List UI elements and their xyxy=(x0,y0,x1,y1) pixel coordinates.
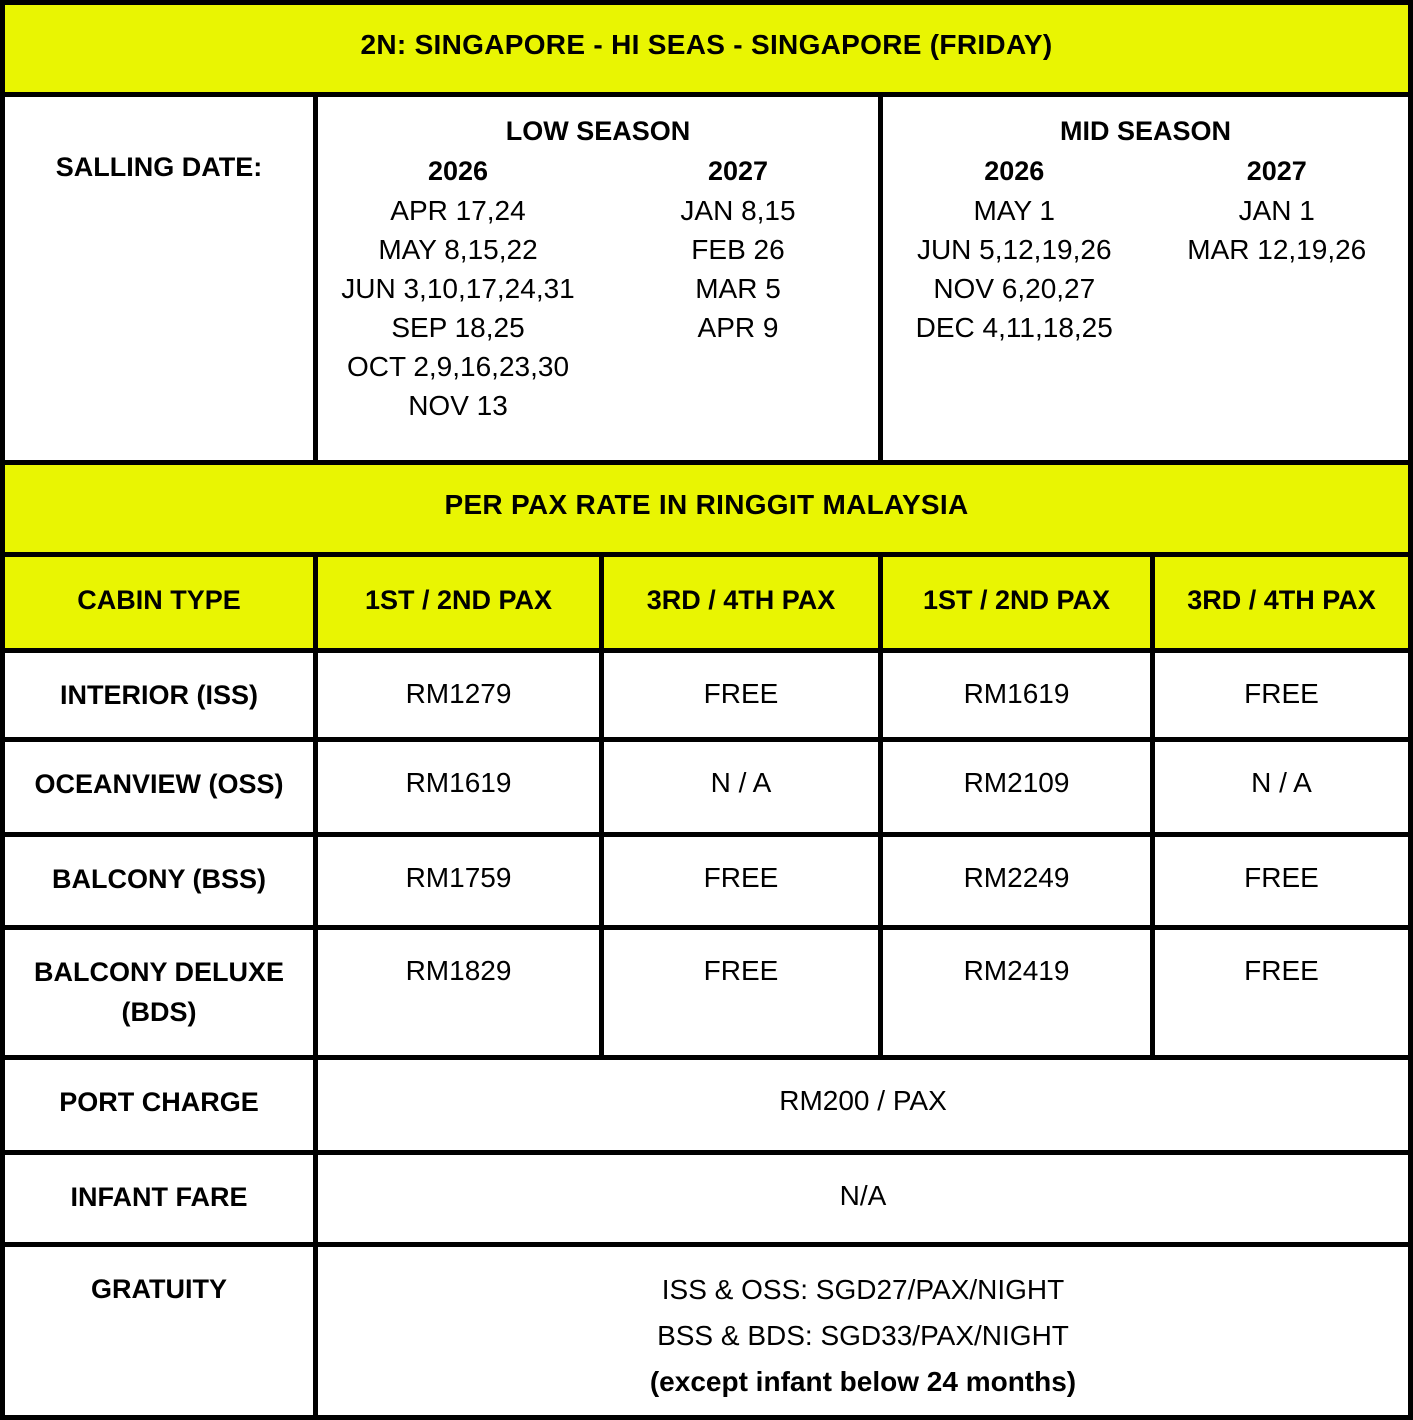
gratuity-details xyxy=(318,1247,1408,1415)
rate-value: RM1619 xyxy=(883,653,1150,737)
sailing-date: NOV 13 xyxy=(408,390,508,421)
gratuity-line-bss-bds: BSS & BDS: SGD33/PAX/NIGHT xyxy=(657,1320,1069,1351)
sailing-date: JAN 1 xyxy=(1238,195,1315,226)
sailing-date: APR 17,24 xyxy=(390,195,526,226)
sailing-date-label: SALLING DATE: xyxy=(55,152,263,182)
sailing-date: JUN 3,10,17,24,31 xyxy=(341,273,575,304)
rate-value: FREE xyxy=(1155,930,1408,1055)
cabin-label-balcony: BALCONY (BSS) xyxy=(5,837,313,925)
gratuity-line-iss-oss: ISS & OSS: SGD27/PAX/NIGHT xyxy=(661,1274,1065,1305)
year-heading: 2027 xyxy=(1246,156,1307,186)
rate-value: RM2419 xyxy=(883,930,1150,1055)
gratuity-label: GRATUITY xyxy=(5,1247,313,1415)
sailing-date: DEC 4,11,18,25 xyxy=(915,312,1113,343)
sailing-date: JUN 5,12,19,26 xyxy=(916,234,1112,265)
rate-banner-text: PER PAX RATE IN RINGGIT MALAYSIA xyxy=(444,488,969,520)
sailing-date: OCT 2,9,16,23,30 xyxy=(346,351,570,382)
rate-value: FREE xyxy=(604,930,878,1055)
low-season-title: LOW SEASON xyxy=(505,116,691,146)
sailing-date: SEP 18,25 xyxy=(391,312,525,343)
rate-value: RM2109 xyxy=(883,742,1150,832)
header-mid-1st-2nd-pax: 1ST / 2ND PAX xyxy=(883,557,1150,648)
sailing-date: NOV 6,20,27 xyxy=(933,273,1096,304)
sailing-date: MAY 1 xyxy=(973,195,1055,226)
rate-value: RM1619 xyxy=(318,742,599,832)
rate-value: FREE xyxy=(1155,653,1408,737)
rate-value: FREE xyxy=(604,653,878,737)
rate-value: FREE xyxy=(604,837,878,925)
rate-value: FREE xyxy=(1155,837,1408,925)
route-title-banner xyxy=(5,5,1408,92)
rate-value: RM1829 xyxy=(318,930,599,1055)
header-low-3rd-4th-pax: 3RD / 4TH PAX xyxy=(604,557,878,648)
mid-season-cell xyxy=(883,97,1408,460)
header-low-1st-2nd-pax: 1ST / 2ND PAX xyxy=(318,557,599,648)
low-season-2027-column xyxy=(598,151,878,425)
year-heading: 2027 xyxy=(707,156,769,186)
sailing-date-label-cell xyxy=(5,97,313,460)
port-charge-value: RM200 / PAX xyxy=(318,1060,1408,1150)
year-heading: 2026 xyxy=(984,156,1045,186)
cabin-label-oceanview: OCEANVIEW (OSS) xyxy=(5,742,313,832)
sailing-date: APR 9 xyxy=(697,312,779,343)
low-season-2026-column xyxy=(318,151,598,425)
sailing-date: MAR 12,19,26 xyxy=(1187,234,1367,265)
rate-value: RM2249 xyxy=(883,837,1150,925)
sailing-date: JAN 8,15 xyxy=(680,195,796,226)
sailing-date: MAR 5 xyxy=(695,273,781,304)
year-heading: 2026 xyxy=(427,156,489,186)
rate-value: N / A xyxy=(604,742,878,832)
route-title: 2N: SINGAPORE - HI SEAS - SINGAPORE (FRIDAY) xyxy=(360,28,1053,60)
mid-season-2027-column xyxy=(1146,151,1409,347)
header-cabin-type: CABIN TYPE xyxy=(5,557,313,648)
cabin-label-interior: INTERIOR (ISS) xyxy=(5,653,313,737)
rate-banner xyxy=(5,465,1408,552)
cabin-label-balcony-deluxe: BALCONY DELUXE (BDS) xyxy=(5,930,313,1055)
sailing-date: MAY 8,15,22 xyxy=(378,234,538,265)
port-charge-label: PORT CHARGE xyxy=(5,1060,313,1150)
mid-season-title: MID SEASON xyxy=(1059,116,1232,146)
infant-fare-value: N/A xyxy=(318,1155,1408,1242)
rate-value: N / A xyxy=(1155,742,1408,832)
gratuity-line-infant-note: (except infant below 24 months) xyxy=(649,1366,1077,1397)
mid-season-2026-column xyxy=(883,151,1146,347)
infant-fare-label: INFANT FARE xyxy=(5,1155,313,1242)
rate-value: RM1759 xyxy=(318,837,599,925)
rate-value: RM1279 xyxy=(318,653,599,737)
header-mid-3rd-4th-pax: 3RD / 4TH PAX xyxy=(1155,557,1408,648)
sailing-date: FEB 26 xyxy=(691,234,785,265)
low-season-cell xyxy=(318,97,878,460)
